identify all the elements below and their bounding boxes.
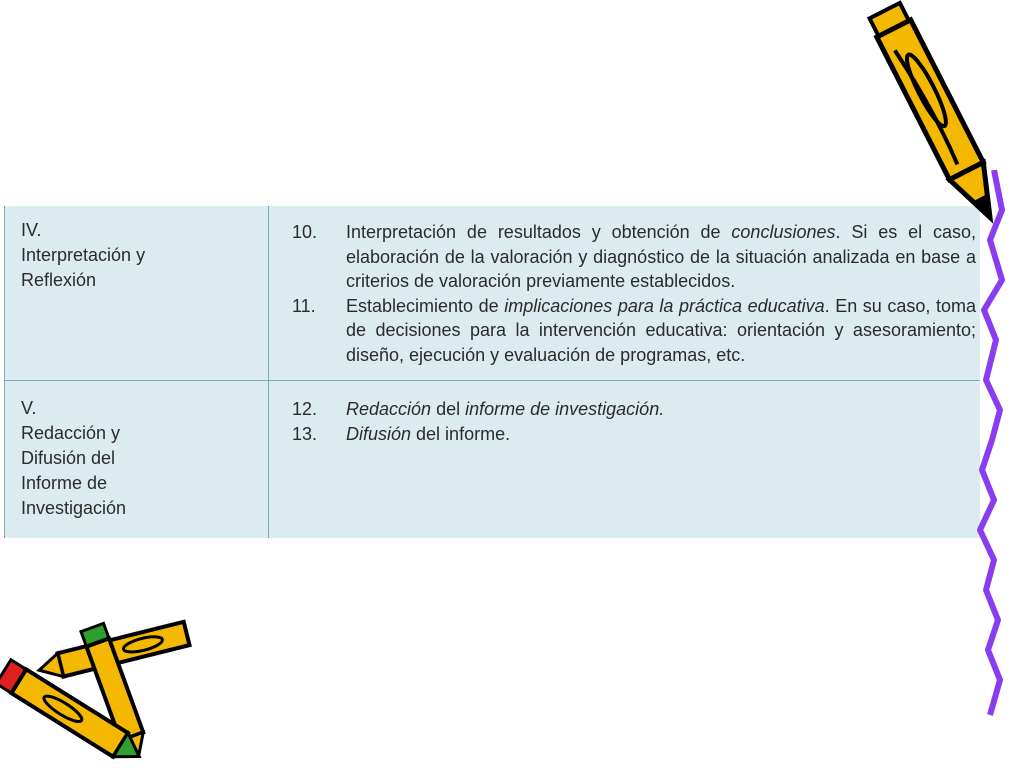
process-table	[4, 206, 980, 538]
phase-label	[21, 396, 126, 521]
step-list	[292, 397, 976, 446]
step-text: Establecimiento de implicaciones para la práctica educativa. En su caso, toma de decisiones para la intervención educativa: orientación y asesoramiento; diseño, ejecución y evaluación de programas, etc.	[346, 295, 976, 365]
list-item	[292, 422, 976, 447]
step-number: 10.	[292, 222, 318, 242]
step-number: 11.	[292, 295, 316, 316]
phase-numeral: V.	[21, 398, 37, 418]
phase-numeral: IV.	[21, 220, 42, 240]
crossed-pencils-icon	[0, 615, 210, 765]
step-text: Interpretación de resultados y obtención de conclusiones. Si es el caso, elaboración de la valoración y diagnóstico de la situación analizada en base a criterios de valoración previamente establecidos.	[346, 222, 976, 291]
list-item	[292, 294, 976, 368]
column-divider	[268, 206, 269, 538]
phase-title-line: Reflexión	[21, 270, 97, 290]
list-item	[292, 397, 976, 422]
phase-title-line: Investigación	[21, 498, 127, 518]
row-divider	[4, 380, 980, 381]
step-text: Difusión del informe.	[346, 423, 511, 444]
phase-title-line: Interpretación y	[21, 245, 146, 265]
step-number: 12.	[292, 399, 318, 419]
phase-label	[21, 218, 145, 293]
squiggle-line	[972, 170, 1022, 730]
phase-title-line: Redacción y	[21, 423, 121, 443]
step-text: Redacción del informe de investigación.	[346, 399, 665, 419]
phase-title-line: Difusión del	[21, 448, 116, 468]
step-number: 13.	[292, 423, 318, 444]
phase-title-line: Informe de	[21, 473, 108, 493]
